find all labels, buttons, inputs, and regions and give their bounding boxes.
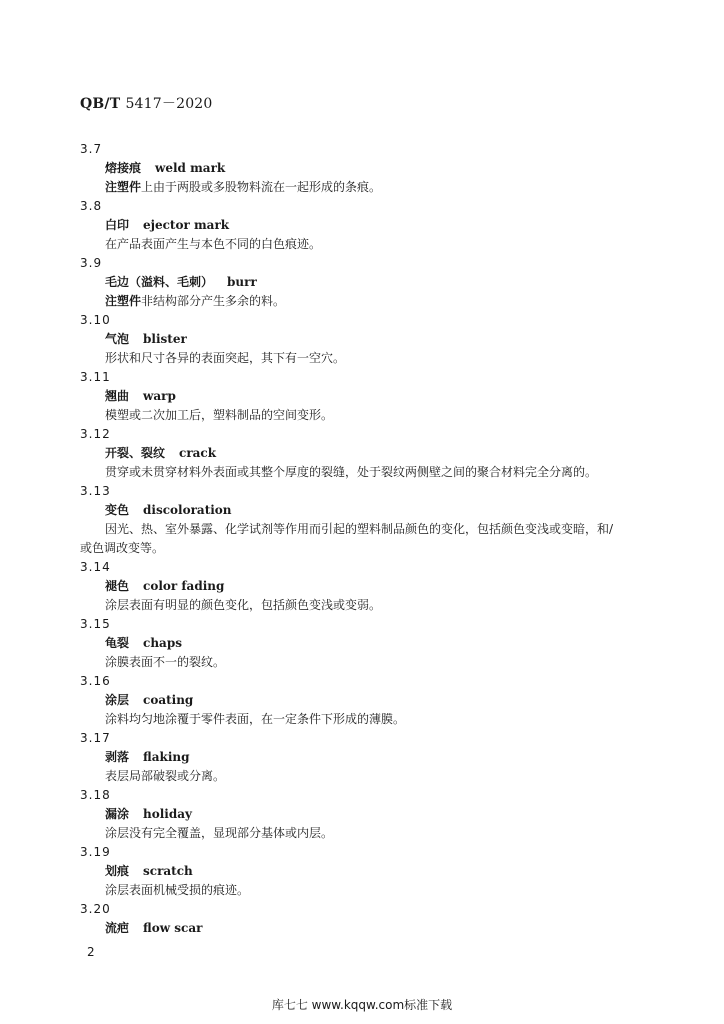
term-chinese: 龟裂: [105, 636, 130, 650]
term-definition: [80, 178, 660, 197]
clause-number: 3.8: [80, 199, 103, 213]
definition-text: 表层局部破裂或分离。: [105, 769, 226, 783]
term-english: coating: [143, 693, 194, 707]
term-heading: [80, 444, 660, 463]
definition-text: 涂层表面机械受损的痕迹。: [105, 883, 250, 897]
term-heading: [80, 577, 660, 596]
term-entry: [80, 843, 660, 900]
footer-watermark: 库七七 www.kqqw.com标准下载: [271, 998, 453, 1012]
term-english: weld mark: [155, 161, 226, 175]
term-chinese: 白印: [105, 218, 130, 232]
clause-number: 3.13: [80, 484, 111, 498]
definition-text: 涂层没有完全覆盖，显现部分基体或内层。: [105, 826, 334, 840]
term-entry: [80, 254, 660, 311]
term-entry: [80, 311, 660, 368]
term-heading: [80, 501, 660, 520]
clause-number: 3.10: [80, 313, 111, 327]
term-entry: [80, 368, 660, 425]
term-heading: [80, 216, 660, 235]
standard-code: QB/T: [80, 96, 121, 112]
term-heading: [80, 387, 660, 406]
term-english: holiday: [143, 807, 192, 821]
term-definition: [80, 292, 660, 311]
term-entry: [80, 672, 660, 729]
term-english: scratch: [143, 864, 193, 878]
clause-number: 3.9: [80, 256, 103, 270]
term-english: flow scar: [143, 921, 203, 935]
term-english: warp: [143, 389, 176, 403]
term-entries: [80, 140, 660, 938]
definition-text: 非结构部分产生多余的料。: [141, 294, 286, 308]
clause-number: 3.7: [80, 142, 103, 156]
clause-number: 3.12: [80, 427, 111, 441]
term-heading: [80, 748, 660, 767]
term-heading: [80, 330, 660, 349]
clause-number: 3.19: [80, 845, 111, 859]
term-english: flaking: [143, 750, 190, 764]
term-heading: [80, 919, 660, 938]
term-chinese: 褪色: [105, 579, 130, 593]
definition-text: 涂层表面有明显的颜色变化，包括颜色变浅或变弱。: [105, 598, 382, 612]
term-chinese: 熔接痕: [105, 161, 142, 175]
clause-number: 3.16: [80, 674, 111, 688]
definition-text: 形状和尺寸各异的表面突起，其下有一空穴。: [105, 351, 346, 365]
term-chinese: 毛边（溢料、毛刺）: [105, 275, 214, 289]
term-entry: [80, 425, 660, 482]
term-definition: [80, 710, 660, 729]
term-entry: [80, 140, 660, 197]
definition-text: 上由于两股或多股物料流在一起形成的条痕。: [141, 180, 382, 194]
clause-number: 3.17: [80, 731, 111, 745]
clause-number: 3.15: [80, 617, 111, 631]
term-definition: [80, 520, 660, 558]
term-entry: [80, 900, 660, 938]
term-chinese: 剥落: [105, 750, 130, 764]
term-heading: [80, 273, 660, 292]
term-heading: [80, 159, 660, 178]
clause-number: 3.18: [80, 788, 111, 802]
term-chinese: 开裂、裂纹: [105, 446, 166, 460]
term-english: burr: [227, 275, 257, 289]
term-definition: [80, 463, 660, 482]
term-chinese: 划痕: [105, 864, 130, 878]
term-chinese: 流疤: [105, 921, 130, 935]
definition-bold-term: 注塑件: [105, 180, 142, 194]
standard-header: [80, 93, 213, 113]
term-definition: [80, 349, 660, 368]
term-definition: [80, 596, 660, 615]
term-definition: [80, 767, 660, 786]
standard-number: 5417－2020: [125, 96, 213, 112]
term-entry: [80, 615, 660, 672]
term-english: crack: [179, 446, 217, 460]
definition-text: 在产品表面产生与本色不同的白色痕迹。: [105, 237, 322, 251]
term-chinese: 涂层: [105, 693, 130, 707]
term-chinese: 变色: [105, 503, 130, 517]
term-definition: [80, 653, 660, 672]
term-chinese: 翘曲: [105, 389, 130, 403]
term-english: ejector mark: [143, 218, 230, 232]
term-chinese: 气泡: [105, 332, 130, 346]
definition-text: 因光、热、室外暴露、化学试剂等作用而引起的塑料制品颜色的变化，包括颜色变浅或变暗，和/: [105, 522, 614, 536]
term-heading: [80, 862, 660, 881]
term-definition: [80, 235, 660, 254]
term-english: discoloration: [143, 503, 232, 517]
definition-bold-term: 注塑件: [105, 294, 142, 308]
term-definition: [80, 881, 660, 900]
term-heading: [80, 691, 660, 710]
term-entry: [80, 786, 660, 843]
definition-text: 贯穿或未贯穿材料外表面或其整个厚度的裂缝，处于裂纹两侧壁之间的聚合材料完全分离的。: [105, 465, 598, 479]
term-english: chaps: [143, 636, 182, 650]
clause-number: 3.11: [80, 370, 111, 384]
clause-number: 3.14: [80, 560, 111, 574]
term-heading: [80, 805, 660, 824]
term-definition: [80, 824, 660, 843]
term-chinese: 漏涂: [105, 807, 130, 821]
page-number: 2: [87, 945, 95, 959]
term-heading: [80, 634, 660, 653]
term-definition: [80, 406, 660, 425]
definition-continuation: 或色调改变等。: [80, 541, 165, 555]
clause-number: 3.20: [80, 902, 111, 916]
term-entry: [80, 558, 660, 615]
term-entry: [80, 197, 660, 254]
term-entry: [80, 482, 660, 558]
term-entry: [80, 729, 660, 786]
definition-text: 涂料均匀地涂覆于零件表面，在一定条件下形成的薄膜。: [105, 712, 406, 726]
definition-text: 模塑或二次加工后，塑料制品的空间变形。: [105, 408, 334, 422]
definition-text: 涂膜表面不一的裂纹。: [105, 655, 226, 669]
term-english: color fading: [143, 579, 225, 593]
term-english: blister: [143, 332, 187, 346]
